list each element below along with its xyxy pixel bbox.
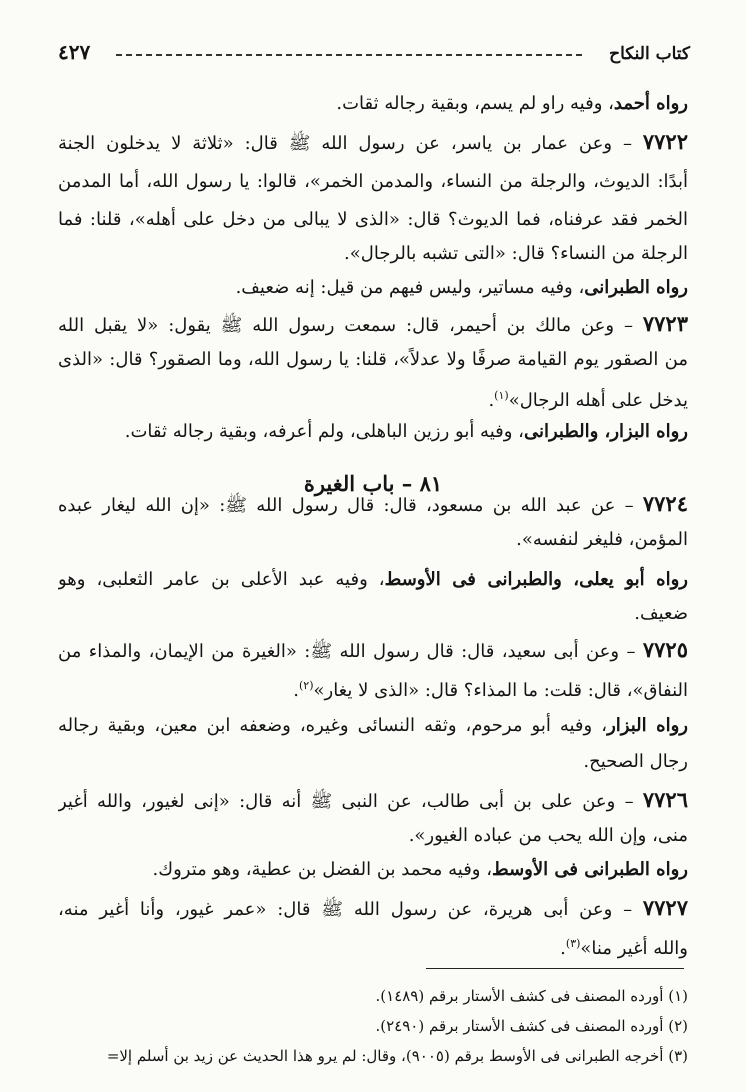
header-dash-rule — [116, 54, 582, 56]
hadith-number: ٧٧٢٢ — [642, 129, 688, 154]
text-line — [58, 632, 688, 668]
text-line — [58, 378, 688, 414]
text-line — [58, 414, 688, 450]
hadith-number: ٧٧٢٣ — [642, 311, 688, 336]
section-heading: ٨١ – باب الغيرة — [303, 471, 443, 496]
line-text: . — [560, 938, 566, 959]
line-text: . — [293, 680, 299, 701]
text-line — [58, 668, 688, 704]
narrator-attribution: رواه البزار — [607, 715, 688, 736]
text-line — [58, 852, 688, 888]
narrator-attribution: رواه أحمد — [613, 93, 688, 114]
footnote-ref: (٣) — [565, 937, 581, 950]
text-line — [58, 890, 688, 926]
line-text: – وعن أبى سعيد، قال: قال رسول الله ﷺ: «الغيرة من الإيمان، والمذاء من — [58, 641, 643, 662]
line-text: الخمر فقد عرفناه، فما الديوث؟ قال: «الذى لا يبالى من دخل على أهله»، قلنا: فما — [58, 209, 688, 230]
text-line — [58, 522, 688, 558]
line-text: – عن عبد الله بن مسعود، قال: قال رسول الله ﷺ: «إن الله ليغار عبده — [58, 495, 643, 516]
text-line — [58, 926, 688, 962]
narrator-attribution: رواه الطبرانى فى الأوسط — [492, 859, 688, 880]
line-text: ضعيف. — [634, 603, 688, 624]
line-text: ، وفيه محمد بن الفضل بن عطية، وهو متروك. — [152, 859, 493, 880]
hadith-number: ٧٧٢٤ — [642, 491, 688, 516]
page-header — [58, 38, 690, 68]
hadith-number: ٧٧٢٥ — [642, 637, 688, 662]
text-line — [58, 236, 688, 272]
text-line — [58, 124, 688, 160]
line-text: رجال الصحيح. — [583, 751, 688, 772]
text-line — [58, 596, 688, 632]
line-text: ، وفيه مساتير، وليس فيهم من قيل: إنه ضعيف. — [235, 277, 585, 298]
footnote-3: (٣) أخرجه الطبرانى فى الأوسط برقم (٩٠٠٥)، وقال: لم يرو هذا الحديث عن زيد بن أسلم إلا= — [106, 1047, 688, 1065]
narrator-attribution: رواه أبو يعلى، والطبرانى فى الأوسط — [384, 569, 688, 590]
hadith-number: ٧٧٢٧ — [642, 895, 688, 920]
page-number: ٤٢٧ — [58, 40, 91, 64]
line-text: ، وفيه راو لم يسم، وبقية رجاله ثقات. — [336, 93, 614, 114]
line-text: والله أغير منا» — [580, 938, 688, 959]
line-text: . — [488, 390, 495, 411]
footnote-2: (٢) أورده المصنف فى كشف الأستار برقم (٢٤٩٠). — [375, 1017, 688, 1035]
line-text: أبدًا: الديوث، والرجلة من النساء، والمدمن الخمر»، قالوا: يا رسول الله، أما المدمن — [58, 171, 688, 192]
narrator-attribution: رواه الطبرانى — [584, 277, 688, 298]
line-text: – وعن عمار بن ياسر، عن رسول الله ﷺ قال: «ثلاثة لا يدخلون الجنة — [58, 133, 643, 154]
text-line — [58, 744, 688, 780]
line-text: ، وفيه عبد الأعلى بن عامر الثعلبى، وهو — [58, 569, 385, 590]
hadith-number: ٧٧٢٦ — [642, 787, 688, 812]
line-text: يدخل على أهله الرجال» — [508, 390, 688, 411]
footnote-ref: (٢) — [298, 679, 314, 692]
text-line — [58, 562, 688, 598]
footnote-rule — [426, 968, 684, 969]
text-line — [58, 86, 688, 122]
text-line — [58, 164, 688, 200]
text-line — [58, 270, 688, 306]
text-line — [58, 782, 688, 818]
text-line — [58, 818, 688, 854]
line-text: – وعن مالك بن أحيمر، قال: سمعت رسول الله ﷺ يقول: «لا يقبل الله — [58, 315, 643, 336]
line-text: – وعن على بن أبى طالب، عن النبى ﷺ أنه قال: «إنى لغيور، والله أغير — [58, 791, 643, 812]
line-text: – وعن أبى هريرة، عن رسول الله ﷺ قال: «عمر غيور، وأنا أغير منه، — [58, 899, 643, 920]
line-text: ، وفيه أبو مرحوم، وثقه النسائى وغيره، وضعفه ابن معين، وبقية رجاله — [58, 715, 608, 736]
footnote-1: (١) أورده المصنف فى كشف الأستار برقم (١٤٨٩). — [375, 987, 688, 1005]
footnote-ref: (١) — [494, 389, 509, 402]
text-line — [58, 708, 688, 744]
chapter-title: كتاب النكاح — [609, 44, 690, 64]
narrator-attribution: رواه البزار، والطبرانى — [523, 421, 688, 442]
line-text: المؤمن، فليغر لنفسه». — [516, 529, 688, 550]
line-text: من الصقور يوم القيامة صرفًا ولا عدلاً»، قلنا: يا رسول الله، وما الصقور؟ قال: «الذى — [58, 349, 688, 370]
line-text: ، وفيه أبو رزين الباهلى، ولم أعرفه، وبقية رجاله ثقات. — [124, 421, 524, 442]
line-text: الرجلة من النساء؟ قال: «التى تشبه بالرجال». — [344, 243, 688, 264]
text-line — [58, 342, 688, 378]
line-text: النفاق»، قال: قلت: ما المذاء؟ قال: «الذى لا يغار» — [313, 680, 688, 701]
text-line — [58, 202, 688, 238]
line-text: منى، وإن الله يحب من عباده الغيور». — [408, 825, 688, 846]
text-line — [58, 306, 688, 342]
